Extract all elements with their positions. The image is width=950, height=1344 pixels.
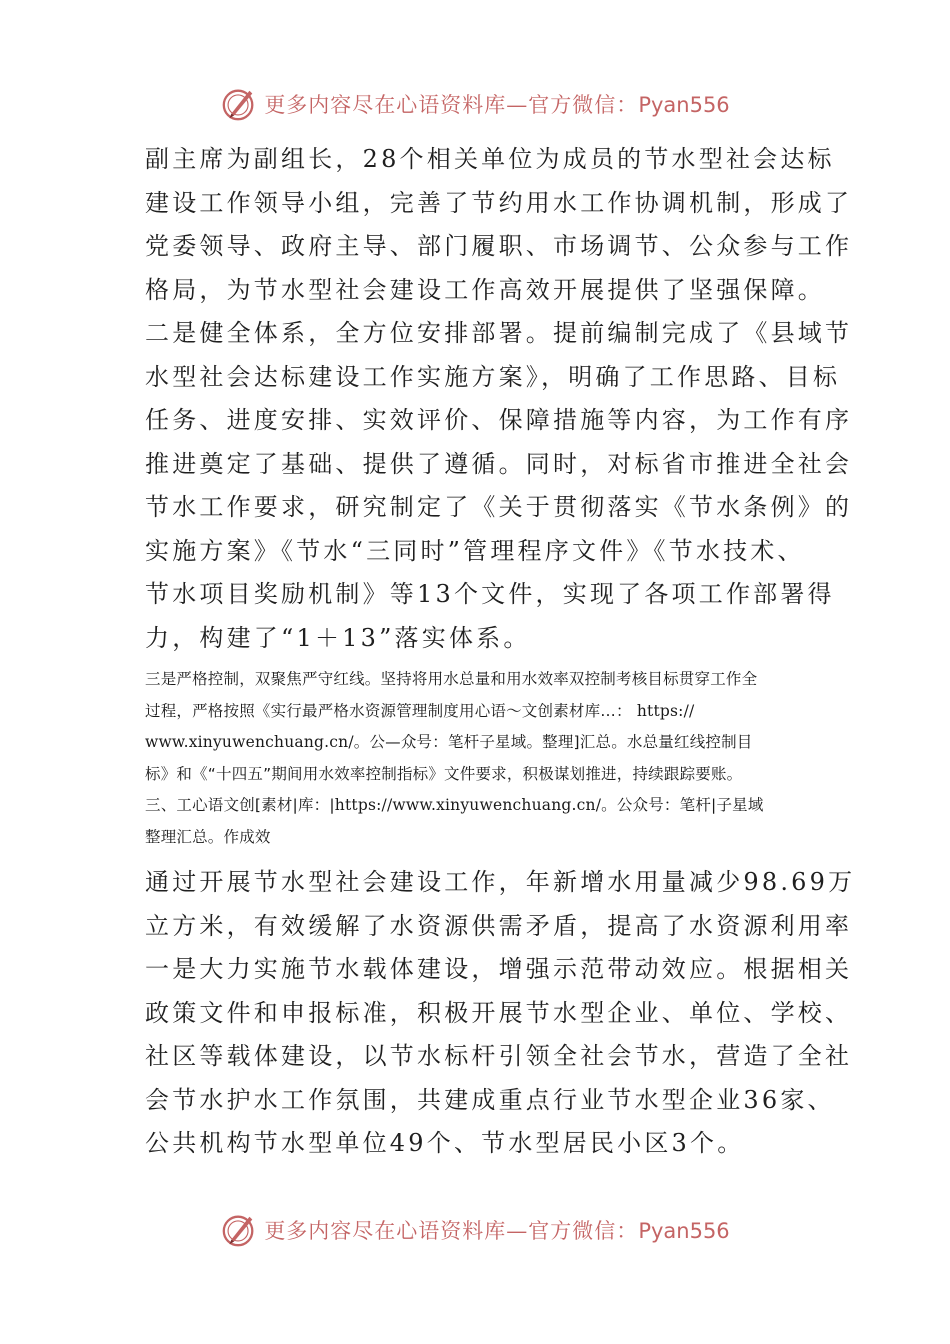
banner-text: 更多内容尽在心语资料库—官方微信：Pyan556 — [264, 1219, 730, 1243]
header-banner — [0, 82, 950, 126]
paragraph-results — [145, 861, 856, 1166]
small-text-block — [145, 664, 815, 853]
text-line: 推进奠定了基础、提供了遵循。同时，对标省市推进全社会 — [145, 449, 853, 478]
text-line: 副主席为副组长，28个相关单位为成员的节水型社会达标 — [145, 145, 835, 173]
text-line: 一是大力实施节水载体建设，增强示范带动效应。根据相关 — [145, 955, 853, 983]
text-line: 公共机构节水型单位49个、节水型居民小区3个。 — [145, 1129, 745, 1157]
text-line: www.xinyuwenchuang.cn/。公—众号：笔杆子星域。整理]汇总。水总量红线控制目 — [145, 733, 753, 751]
paragraph-leadership — [145, 138, 853, 312]
footer-banner — [0, 1208, 950, 1252]
banner-text: 更多内容尽在心语资料库—官方微信：Pyan556 — [264, 93, 730, 117]
text-line: 建设工作领导小组，完善了节约用水工作协调机制，形成了 — [145, 188, 853, 217]
text-line: 任务、进度安排、实效评价、保障措施等内容，为工作有序 — [145, 406, 853, 434]
text-line: 实施方案》《节水“三同时”管理程序文件》《节水技术、 — [145, 536, 805, 565]
text-line: 标》和《“十四五”期间用水效率控制指标》文件要求，积极谋划推进，持续跟踪要账。 — [145, 764, 743, 783]
url-text: https:// — [636, 701, 695, 720]
text-line: 节水工作要求，研究制定了《关于贯彻落实《节水条例》的 — [145, 493, 853, 521]
text-line: 三、工心语文创[素材|库：|https://www.xinyuwenchuang.cn/。公众号：笔杆|子星域 — [145, 796, 764, 814]
text-line: 力，构建了“1＋13”落实体系。 — [145, 623, 531, 652]
text-line: 党委领导、政府主导、部门履职、市场调节、公众参与工作 — [145, 232, 853, 260]
document-body — [145, 138, 856, 1166]
text-line: 二是健全体系，全方位安排部署。提前编制完成了《县域节 — [145, 319, 853, 347]
url-text: www.xinyuwenchuang.cn/ — [145, 733, 354, 751]
url-text: https://www.xinyuwenchuang.cn/ — [334, 796, 602, 814]
text-line: 水型社会达标建设工作实施方案》，明确了工作思路、目标 — [145, 362, 841, 391]
text-line: 三是严格控制，双聚焦严守红线。坚持将用水总量和用水效率双控制考核目标贯穿工作全 — [145, 670, 758, 688]
pen-icon — [220, 1211, 258, 1249]
pen-icon — [220, 85, 258, 123]
text-line: 通过开展节水型社会建设工作，年新增水用量减少98.69万 — [145, 868, 856, 896]
text-line: 社区等载体建设，以节水标杆引领全社会节水，营造了全社 — [145, 1042, 853, 1070]
text-line: 政策文件和申报标准，积极开展节水型企业、单位、学校、 — [145, 998, 853, 1027]
wechat-id: Pyan556 — [638, 93, 730, 117]
text-line: 节水项目奖励机制》等13个文件，实现了各项工作部署得 — [145, 580, 835, 608]
text-line: 格局，为节水型社会建设工作高效开展提供了坚强保障。 — [145, 275, 825, 304]
wechat-id: Pyan556 — [638, 1219, 730, 1243]
text-line: 立方米，有效缓解了水资源供需矛盾，提高了水资源利用率 — [145, 911, 853, 940]
text-line: 会节水护水工作氛围，共建成重点行业节水型企业36家、 — [145, 1085, 835, 1114]
text-line: 过程，严格按照《实行最严格水资源管理制度用心语～文创素材库…： https:// — [145, 701, 695, 720]
text-line: 整理汇总。作成效 — [145, 827, 271, 846]
paragraph-system — [145, 312, 853, 660]
